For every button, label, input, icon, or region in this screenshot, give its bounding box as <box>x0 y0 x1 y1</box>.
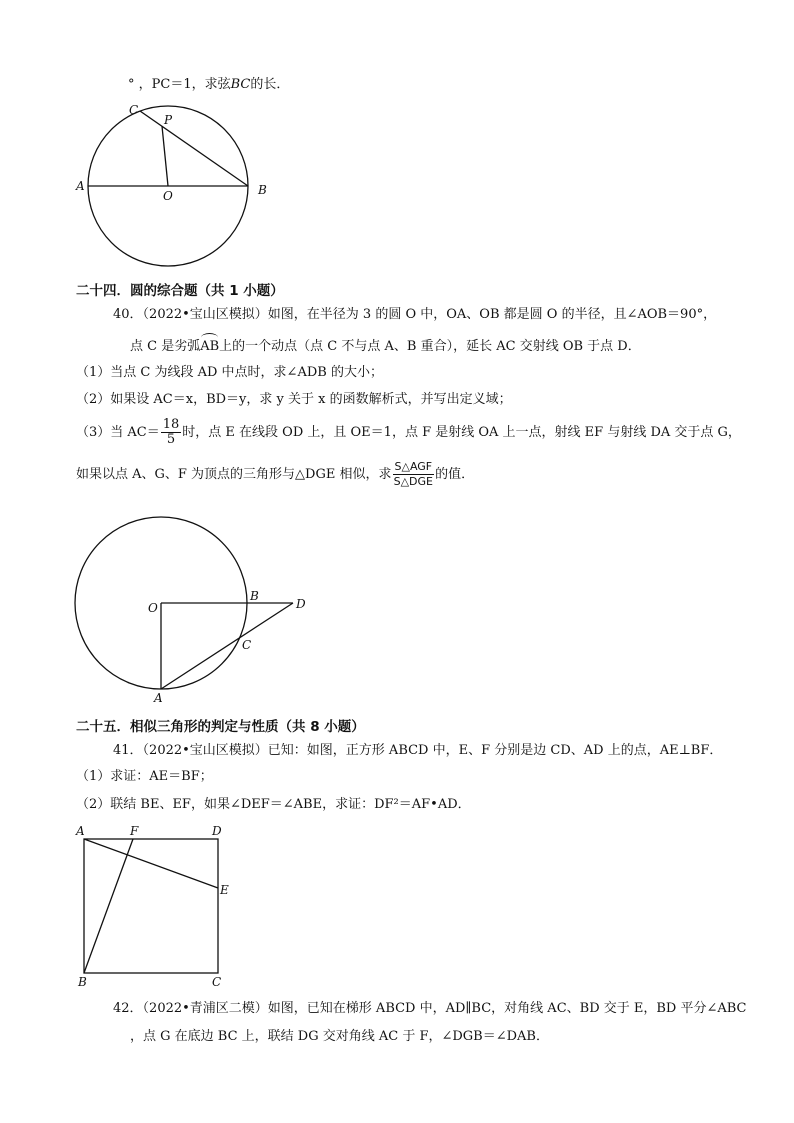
q40-line2-a: 点 C 是劣弧 <box>130 339 201 354</box>
fig3-label-a: A <box>76 824 85 838</box>
fig2-label-a: A <box>154 691 163 705</box>
q41-part2: （2）联结 BE、EF，如果∠DEF＝∠ABE，求证：DF²＝AF•AD． <box>76 797 471 812</box>
q40-line1: 40．（2022•宝山区模拟）如图，在半径为 3 的圆 O 中，OA、OB 都是圆 O 的半径，且∠AOB＝90°， <box>113 307 717 322</box>
section-24-title: 二十四．圆的综合题（共 1 小题） <box>76 283 284 299</box>
fig3-square <box>84 839 218 973</box>
top-line-mid: ，PC＝1，求弦 <box>138 77 231 92</box>
fig2-label-b: B <box>250 589 259 603</box>
q41-part1: （1）求证：AE＝BF； <box>76 769 213 784</box>
q40-part3-b: 时，点 E 在线段 OD 上，且 OE＝1，点 F 是射线 OA 上一点，射线 EF 与射线 DA 交于点 G， <box>182 425 741 440</box>
fraction-denominator: 5 <box>166 432 176 447</box>
fig3-label-c: C <box>212 975 222 989</box>
q41-line1: 41．（2022•宝山区模拟）已知：如图，正方形 ABCD 中，E、F 分别是边 CD、AD 上的点，AE⊥BF． <box>113 743 723 758</box>
fig1-label-a: A <box>76 179 85 193</box>
arc-ab: AB <box>200 339 220 354</box>
fig3-label-f: F <box>130 824 139 838</box>
q40-part1: （1）当点 C 为线段 AD 中点时，求∠ADB 的大小； <box>76 365 383 380</box>
q42-line1: 42．（2022•青浦区二模）如图，已知在梯形 ABCD 中，AD∥BC，对角线 AC、BD 交于 E，BD 平分∠ABC <box>113 1001 747 1016</box>
figure-square-abcd <box>70 822 240 992</box>
fig1-chord-cb <box>140 111 248 186</box>
fig2-segment-ad <box>161 603 293 689</box>
section-25-title: 二十五．相似三角形的判定与性质（共 8 小题） <box>76 719 365 735</box>
fig1-segment-op <box>162 126 168 186</box>
area-numerator: S△AGF <box>394 460 433 473</box>
fig3-label-b: B <box>78 975 87 989</box>
fig1-label-c: C <box>129 103 139 117</box>
area-ratio-fraction <box>393 460 435 489</box>
degree-mark: ° <box>128 77 135 92</box>
q40-part3-line1 <box>76 418 741 447</box>
figure-circle-pc <box>70 100 280 270</box>
fig1-label-o: O <box>163 189 173 203</box>
q40-part3-a: （3）当 AC＝ <box>76 425 160 440</box>
top-line-end: 的长． <box>250 77 290 92</box>
figure-circle-aod <box>60 512 320 707</box>
fig3-label-e: E <box>220 883 229 897</box>
q40-part3-line2 <box>76 460 474 489</box>
fraction-numerator: 18 <box>162 417 180 432</box>
fig3-label-d: D <box>212 824 222 838</box>
fig1-label-p: P <box>164 113 173 127</box>
q40-line2-b: 上的一个动点（点 C 不与点 A、B 重合），延长 AC 交射线 OB 于点 D． <box>219 339 641 354</box>
fig2-label-c: C <box>242 638 252 652</box>
chord-label: BC <box>230 77 251 92</box>
fraction-18-5 <box>161 418 182 447</box>
top-line <box>128 76 289 94</box>
q40-part2: （2）如果设 AC＝x，BD＝y，求 y 关于 x 的函数解析式，并写出定义域； <box>76 392 512 407</box>
q40-part3-c: 如果以点 A、G、F 为顶点的三角形与△DGE 相似，求 <box>76 467 392 482</box>
fig1-label-b: B <box>258 183 267 197</box>
area-denominator: S△DGE <box>393 475 433 488</box>
q40-line2 <box>130 338 641 356</box>
q42-line2: ，点 G 在底边 BC 上，联结 DG 交对角线 AC 于 F，∠DGB＝∠DAB． <box>130 1029 549 1044</box>
fig2-label-d: D <box>296 597 306 611</box>
fig3-segment-ae <box>84 839 218 888</box>
fig2-label-o: O <box>148 601 158 615</box>
q40-part3-d: 的值． <box>435 467 475 482</box>
fig3-segment-bf <box>84 839 133 973</box>
